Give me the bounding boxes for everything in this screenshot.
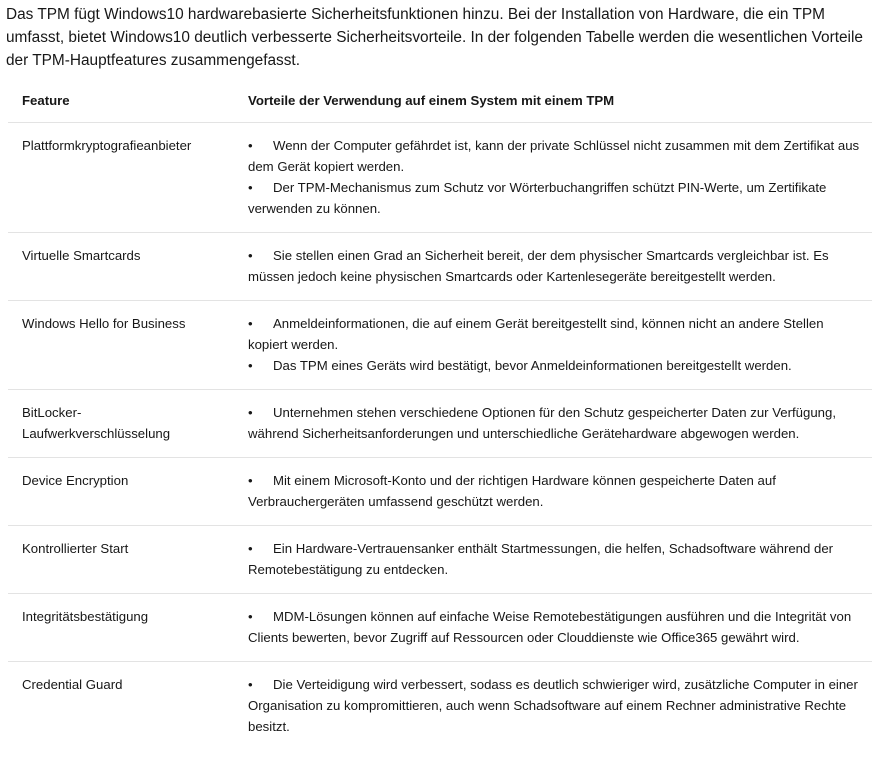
- feature-cell: Plattformkryptografieanbieter: [8, 123, 235, 233]
- feature-cell: Windows Hello for Business: [8, 301, 235, 390]
- table-body: [8, 123, 872, 751]
- benefit-item: [248, 245, 862, 287]
- benefit-text: Unternehmen stehen verschiedene Optionen für den Schutz gespeicherter Daten zur Verfügung, während Sicherheitsanforderungen und unterschiedliche Gerätehardware abgewogen werden.: [248, 405, 837, 441]
- benefits-cell: [235, 526, 872, 594]
- bullet-marker: •: [248, 180, 253, 195]
- bullet-marker: •: [248, 609, 253, 624]
- feature-cell: Kontrollierter Start: [8, 526, 235, 594]
- benefit-item: [248, 674, 862, 737]
- bullet-marker: •: [248, 358, 253, 373]
- benefits-cell: [235, 301, 872, 390]
- feature-cell: Virtuelle Smartcards: [8, 233, 235, 301]
- benefit-text: Das TPM eines Geräts wird bestätigt, bevor Anmeldeinformationen bereitgestellt werden.: [273, 358, 792, 373]
- benefit-item: [248, 177, 862, 219]
- benefit-text: Wenn der Computer gefährdet ist, kann der private Schlüssel nicht zusammen mit dem Zertifikat aus dem Gerät kopiert werden.: [248, 138, 860, 174]
- header-benefits: Vorteile der Verwendung auf einem System mit einem TPM: [235, 82, 872, 123]
- header-feature: Feature: [8, 82, 235, 123]
- benefit-item: [248, 135, 862, 177]
- table-row: [8, 301, 872, 390]
- feature-cell: BitLocker-Laufwerkverschlüsselung: [8, 390, 235, 458]
- benefit-text: Ein Hardware-Vertrauensanker enthält Startmessungen, die helfen, Schadsoftware während der Remotebestätigung zu entdecken.: [248, 541, 834, 577]
- intro-paragraph: Das TPM fügt Windows10 hardwarebasierte Sicherheitsfunktionen hinzu. Bei der Installation von Hardware, die ein TPM umfasst, bietet Windows10 deutlich verbesserte Sicherheitsvorteile. In der folgenden Tabelle werden die wesentlichen Vorteile der TPM-Hauptfeatures zusammengefasst.: [6, 6, 863, 69]
- benefit-text: Sie stellen einen Grad an Sicherheit bereit, der dem physischer Smartcards vergleichbar ist. Es müssen jedoch keine physischen Smartcards oder Kartenlesegeräte bereitgestellt werden.: [248, 248, 829, 284]
- benefits-cell: [235, 233, 872, 301]
- bullet-marker: •: [248, 541, 253, 556]
- benefit-text: Die Verteidigung wird verbessert, sodass es deutlich schwieriger wird, zusätzliche Computer in einer Organisation zu kompromittieren, auch wenn Schadsoftware auf einem Rechner administrative Rechte besitzt.: [248, 677, 858, 734]
- benefits-cell: [235, 458, 872, 526]
- table-row: [8, 390, 872, 458]
- bullet-marker: •: [248, 473, 253, 488]
- benefit-text: Anmeldeinformationen, die auf einem Gerät bereitgestellt sind, können nicht an andere Stellen kopiert werden.: [248, 316, 824, 352]
- bullet-marker: •: [248, 316, 253, 331]
- benefit-item: [248, 470, 862, 512]
- benefit-item: [248, 355, 862, 376]
- benefit-item: [248, 402, 862, 444]
- feature-cell: Credential Guard: [22, 677, 123, 692]
- benefits-cell: [235, 123, 872, 233]
- bullet-marker: •: [248, 138, 253, 153]
- feature-cell: Device Encryption: [8, 458, 235, 526]
- bullet-marker: •: [248, 405, 253, 420]
- feature-table: [8, 82, 872, 750]
- table-row: [8, 233, 872, 301]
- table-header-row: [8, 82, 872, 123]
- benefit-item: [248, 313, 862, 355]
- table-row: [8, 662, 872, 751]
- benefits-cell: [235, 662, 872, 751]
- benefit-text: Mit einem Microsoft-Konto und der richtigen Hardware können gespeicherte Daten auf Verbrauchergeräten umfassend geschützt werden.: [248, 473, 776, 509]
- benefit-text: Der TPM-Mechanismus zum Schutz vor Wörterbuchangriffen schützt PIN-Werte, um Zertifikate verwenden zu können.: [248, 180, 827, 216]
- benefits-cell: [235, 390, 872, 458]
- bullet-marker: •: [248, 677, 253, 692]
- feature-cell: Integritätsbestätigung: [8, 594, 235, 662]
- benefit-item: [248, 538, 862, 580]
- benefit-item: [248, 606, 862, 648]
- table-row: [8, 526, 872, 594]
- benefit-text: MDM-Lösungen können auf einfache Weise Remotebestätigungen ausführen und die Integrität von Clients bewerten, bevor Zugriff auf Ressourcen oder Clouddienste wie Office365 gewährt wird.: [248, 609, 852, 645]
- table-row: [8, 123, 872, 233]
- bullet-marker: •: [248, 248, 253, 263]
- benefits-cell: [235, 594, 872, 662]
- table-row: [8, 458, 872, 526]
- table-row: [8, 594, 872, 662]
